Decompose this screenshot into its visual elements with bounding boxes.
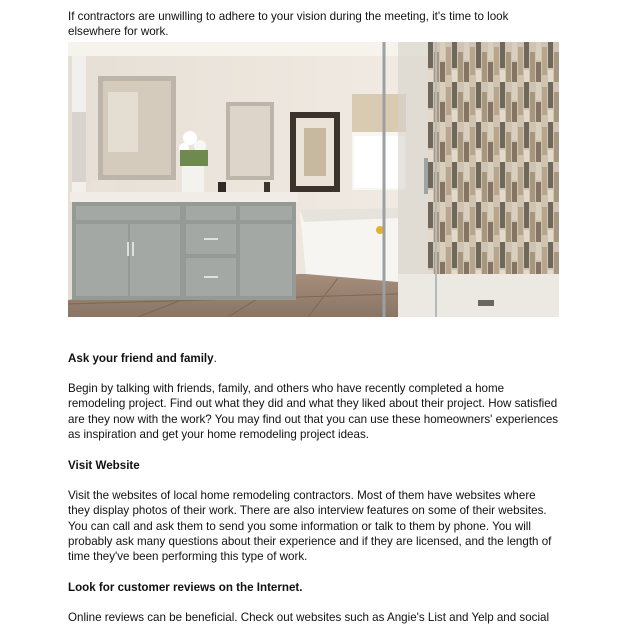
heading-punctuation: . bbox=[213, 352, 217, 365]
heading-text: Ask your friend and family bbox=[68, 352, 214, 365]
section-body-friends-family: Begin by talking with friends, family, and others who have recently completed a home remodeling project. Find out what they did and what they liked about their project. How satisfied are they now with the work? You may find out that you can use these homeowners' experiences as inspiration and get your home remodeling project ideas. bbox=[68, 382, 559, 441]
section-body-visit-website: Visit the websites of local home remodeling contractors. Most of them have websites where they display photos of their work. There are also interview features on some of their websites. You can call and ask them to send you some information or talk to them by phone. You will probably ask many questions about their experience and if they are licensed, and the length of time they've been performing this type of work. bbox=[68, 489, 552, 564]
section-heading-customer-reviews: Look for customer reviews on the Internet. bbox=[68, 581, 303, 594]
section-body-customer-reviews: Online reviews can be beneficial. Check out websites such as Angie's List and Yelp and social bbox=[68, 611, 550, 624]
intro-paragraph: If contractors are unwilling to adhere to your vision during the meeting, it's time to look elsewhere for work. bbox=[68, 10, 509, 39]
section-heading-friends-family bbox=[68, 351, 217, 366]
bathroom-photo bbox=[68, 42, 559, 317]
section-heading-visit-website: Visit Website bbox=[68, 459, 140, 472]
